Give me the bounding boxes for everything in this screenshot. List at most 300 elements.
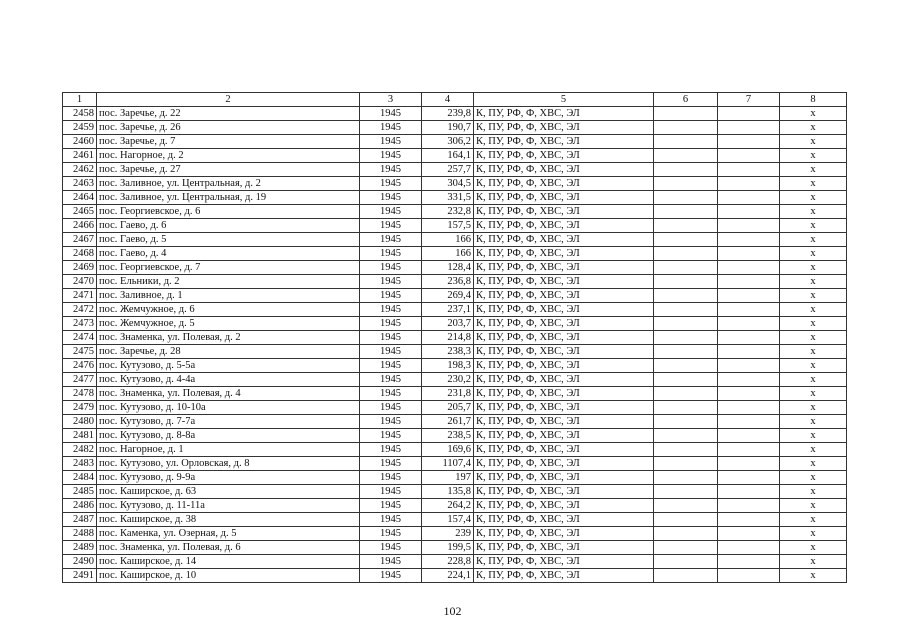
cell-col-6 xyxy=(654,149,718,163)
cell-row-number: 2487 xyxy=(63,513,97,527)
cell-year: 1945 xyxy=(360,149,422,163)
cell-col-6 xyxy=(654,247,718,261)
table-row xyxy=(63,219,847,233)
cell-area: 166 xyxy=(422,233,474,247)
cell-row-number: 2466 xyxy=(63,219,97,233)
cell-area: 238,3 xyxy=(422,345,474,359)
cell-area: 169,6 xyxy=(422,443,474,457)
table-row xyxy=(63,303,847,317)
cell-year: 1945 xyxy=(360,401,422,415)
cell-col-6 xyxy=(654,359,718,373)
cell-year: 1945 xyxy=(360,289,422,303)
cell-equipment: К, ПУ, РФ, Ф, ХВС, ЭЛ xyxy=(474,527,654,541)
cell-row-number: 2458 xyxy=(63,107,97,121)
cell-col-7 xyxy=(718,247,780,261)
cell-equipment: К, ПУ, РФ, Ф, ХВС, ЭЛ xyxy=(474,443,654,457)
cell-col-8: x xyxy=(780,373,847,387)
cell-col-7 xyxy=(718,303,780,317)
table-row xyxy=(63,191,847,205)
cell-col-8: x xyxy=(780,303,847,317)
cell-col-7 xyxy=(718,275,780,289)
cell-col-7 xyxy=(718,555,780,569)
cell-row-number: 2481 xyxy=(63,429,97,443)
cell-equipment: К, ПУ, РФ, Ф, ХВС, ЭЛ xyxy=(474,569,654,583)
cell-col-7 xyxy=(718,163,780,177)
cell-year: 1945 xyxy=(360,359,422,373)
cell-year: 1945 xyxy=(360,457,422,471)
cell-equipment: К, ПУ, РФ, Ф, ХВС, ЭЛ xyxy=(474,149,654,163)
cell-row-number: 2488 xyxy=(63,527,97,541)
cell-area: 239 xyxy=(422,527,474,541)
table-row xyxy=(63,485,847,499)
cell-row-number: 2467 xyxy=(63,233,97,247)
cell-address: пос. Кутузово, ул. Орловская, д. 8 xyxy=(97,457,360,471)
cell-col-7 xyxy=(718,191,780,205)
cell-equipment: К, ПУ, РФ, Ф, ХВС, ЭЛ xyxy=(474,205,654,219)
cell-area: 214,8 xyxy=(422,331,474,345)
cell-col-7 xyxy=(718,107,780,121)
cell-col-8: x xyxy=(780,429,847,443)
cell-col-8: x xyxy=(780,121,847,135)
column-header-7: 7 xyxy=(718,93,780,107)
cell-area: 331,5 xyxy=(422,191,474,205)
cell-row-number: 2472 xyxy=(63,303,97,317)
cell-col-8: x xyxy=(780,191,847,205)
cell-area: 157,4 xyxy=(422,513,474,527)
cell-address: пос. Знаменка, ул. Полевая, д. 6 xyxy=(97,541,360,555)
cell-col-7 xyxy=(718,499,780,513)
cell-col-8: x xyxy=(780,541,847,555)
column-header-5: 5 xyxy=(474,93,654,107)
cell-row-number: 2460 xyxy=(63,135,97,149)
table-row xyxy=(63,443,847,457)
cell-address: пос. Заречье, д. 27 xyxy=(97,163,360,177)
table-row xyxy=(63,317,847,331)
cell-row-number: 2469 xyxy=(63,261,97,275)
cell-area: 231,8 xyxy=(422,387,474,401)
cell-col-8: x xyxy=(780,555,847,569)
cell-equipment: К, ПУ, РФ, Ф, ХВС, ЭЛ xyxy=(474,303,654,317)
cell-address: пос. Каширское, д. 38 xyxy=(97,513,360,527)
table-header xyxy=(63,93,847,107)
cell-area: 236,8 xyxy=(422,275,474,289)
cell-address: пос. Заречье, д. 26 xyxy=(97,121,360,135)
column-header-2: 2 xyxy=(97,93,360,107)
cell-row-number: 2463 xyxy=(63,177,97,191)
cell-address: пос. Георгиевское, д. 7 xyxy=(97,261,360,275)
cell-year: 1945 xyxy=(360,121,422,135)
cell-row-number: 2478 xyxy=(63,387,97,401)
cell-col-8: x xyxy=(780,317,847,331)
cell-col-8: x xyxy=(780,233,847,247)
cell-equipment: К, ПУ, РФ, Ф, ХВС, ЭЛ xyxy=(474,499,654,513)
cell-row-number: 2468 xyxy=(63,247,97,261)
cell-col-8: x xyxy=(780,261,847,275)
cell-col-8: x xyxy=(780,219,847,233)
cell-col-8: x xyxy=(780,513,847,527)
table-row xyxy=(63,569,847,583)
cell-col-6 xyxy=(654,415,718,429)
cell-col-7 xyxy=(718,569,780,583)
cell-col-7 xyxy=(718,149,780,163)
cell-year: 1945 xyxy=(360,205,422,219)
table-row xyxy=(63,247,847,261)
cell-address: пос. Кутузово, д. 8-8а xyxy=(97,429,360,443)
cell-row-number: 2473 xyxy=(63,317,97,331)
cell-year: 1945 xyxy=(360,541,422,555)
column-header-1: 1 xyxy=(63,93,97,107)
cell-equipment: К, ПУ, РФ, Ф, ХВС, ЭЛ xyxy=(474,373,654,387)
cell-col-8: x xyxy=(780,107,847,121)
cell-year: 1945 xyxy=(360,219,422,233)
cell-year: 1945 xyxy=(360,471,422,485)
cell-col-6 xyxy=(654,429,718,443)
cell-row-number: 2462 xyxy=(63,163,97,177)
table-row xyxy=(63,205,847,219)
cell-address: пос. Заливное, ул. Центральная, д. 19 xyxy=(97,191,360,205)
cell-col-7 xyxy=(718,527,780,541)
table-row xyxy=(63,513,847,527)
cell-col-6 xyxy=(654,373,718,387)
cell-equipment: К, ПУ, РФ, Ф, ХВС, ЭЛ xyxy=(474,247,654,261)
cell-area: 269,4 xyxy=(422,289,474,303)
cell-col-6 xyxy=(654,219,718,233)
header-row xyxy=(63,93,847,107)
cell-area: 205,7 xyxy=(422,401,474,415)
cell-col-8: x xyxy=(780,331,847,345)
cell-equipment: К, ПУ, РФ, Ф, ХВС, ЭЛ xyxy=(474,317,654,331)
cell-equipment: К, ПУ, РФ, Ф, ХВС, ЭЛ xyxy=(474,429,654,443)
cell-year: 1945 xyxy=(360,513,422,527)
table-row xyxy=(63,373,847,387)
cell-col-8: x xyxy=(780,401,847,415)
cell-col-7 xyxy=(718,415,780,429)
cell-col-7 xyxy=(718,121,780,135)
cell-year: 1945 xyxy=(360,233,422,247)
cell-equipment: К, ПУ, РФ, Ф, ХВС, ЭЛ xyxy=(474,541,654,555)
cell-address: пос. Нагорное, д. 1 xyxy=(97,443,360,457)
cell-address: пос. Жемчужное, д. 5 xyxy=(97,317,360,331)
cell-year: 1945 xyxy=(360,135,422,149)
cell-year: 1945 xyxy=(360,499,422,513)
cell-address: пос. Каширское, д. 14 xyxy=(97,555,360,569)
cell-col-8: x xyxy=(780,289,847,303)
cell-col-8: x xyxy=(780,247,847,261)
cell-row-number: 2471 xyxy=(63,289,97,303)
table-row xyxy=(63,121,847,135)
cell-year: 1945 xyxy=(360,555,422,569)
cell-col-7 xyxy=(718,401,780,415)
cell-area: 228,8 xyxy=(422,555,474,569)
cell-address: пос. Каширское, д. 10 xyxy=(97,569,360,583)
cell-row-number: 2464 xyxy=(63,191,97,205)
cell-area: 190,7 xyxy=(422,121,474,135)
cell-equipment: К, ПУ, РФ, Ф, ХВС, ЭЛ xyxy=(474,415,654,429)
cell-col-7 xyxy=(718,457,780,471)
cell-col-7 xyxy=(718,443,780,457)
cell-area: 306,2 xyxy=(422,135,474,149)
column-header-3: 3 xyxy=(360,93,422,107)
cell-year: 1945 xyxy=(360,163,422,177)
cell-col-7 xyxy=(718,513,780,527)
cell-col-8: x xyxy=(780,345,847,359)
cell-year: 1945 xyxy=(360,177,422,191)
cell-col-6 xyxy=(654,121,718,135)
cell-address: пос. Заречье, д. 7 xyxy=(97,135,360,149)
cell-address: пос. Кутузово, д. 9-9а xyxy=(97,471,360,485)
table-row xyxy=(63,457,847,471)
cell-col-7 xyxy=(718,205,780,219)
cell-equipment: К, ПУ, РФ, Ф, ХВС, ЭЛ xyxy=(474,219,654,233)
table-row xyxy=(63,233,847,247)
cell-area: 1107,4 xyxy=(422,457,474,471)
cell-year: 1945 xyxy=(360,373,422,387)
cell-row-number: 2475 xyxy=(63,345,97,359)
table-row xyxy=(63,275,847,289)
cell-address: пос. Кутузово, д. 7-7а xyxy=(97,415,360,429)
table-row xyxy=(63,555,847,569)
cell-col-7 xyxy=(718,331,780,345)
cell-equipment: К, ПУ, РФ, Ф, ХВС, ЭЛ xyxy=(474,331,654,345)
cell-area: 261,7 xyxy=(422,415,474,429)
cell-col-6 xyxy=(654,471,718,485)
column-header-4: 4 xyxy=(422,93,474,107)
table-row xyxy=(63,415,847,429)
cell-col-7 xyxy=(718,177,780,191)
cell-col-6 xyxy=(654,317,718,331)
cell-col-6 xyxy=(654,331,718,345)
cell-col-8: x xyxy=(780,359,847,373)
table-row xyxy=(63,177,847,191)
cell-address: пос. Ельники, д. 2 xyxy=(97,275,360,289)
cell-year: 1945 xyxy=(360,303,422,317)
cell-col-7 xyxy=(718,289,780,303)
cell-col-8: x xyxy=(780,415,847,429)
buildings-table xyxy=(62,92,847,583)
cell-equipment: К, ПУ, РФ, Ф, ХВС, ЭЛ xyxy=(474,555,654,569)
cell-area: 135,8 xyxy=(422,485,474,499)
table-row xyxy=(63,471,847,485)
cell-address: пос. Каширское, д. 63 xyxy=(97,485,360,499)
cell-equipment: К, ПУ, РФ, Ф, ХВС, ЭЛ xyxy=(474,387,654,401)
table-row xyxy=(63,107,847,121)
cell-row-number: 2483 xyxy=(63,457,97,471)
cell-col-8: x xyxy=(780,177,847,191)
cell-equipment: К, ПУ, РФ, Ф, ХВС, ЭЛ xyxy=(474,163,654,177)
cell-area: 199,5 xyxy=(422,541,474,555)
cell-address: пос. Кутузово, д. 4-4а xyxy=(97,373,360,387)
cell-col-6 xyxy=(654,555,718,569)
column-header-6: 6 xyxy=(654,93,718,107)
cell-row-number: 2477 xyxy=(63,373,97,387)
cell-address: пос. Заречье, д. 28 xyxy=(97,345,360,359)
cell-row-number: 2459 xyxy=(63,121,97,135)
cell-col-8: x xyxy=(780,499,847,513)
cell-year: 1945 xyxy=(360,107,422,121)
cell-col-6 xyxy=(654,191,718,205)
cell-col-6 xyxy=(654,401,718,415)
page-number: 102 xyxy=(443,604,462,618)
cell-col-7 xyxy=(718,387,780,401)
cell-col-6 xyxy=(654,261,718,275)
table-row xyxy=(63,499,847,513)
cell-equipment: К, ПУ, РФ, Ф, ХВС, ЭЛ xyxy=(474,191,654,205)
cell-equipment: К, ПУ, РФ, Ф, ХВС, ЭЛ xyxy=(474,359,654,373)
document-sheet xyxy=(62,92,847,583)
cell-col-7 xyxy=(718,261,780,275)
cell-row-number: 2465 xyxy=(63,205,97,219)
cell-address: пос. Заливное, ул. Центральная, д. 2 xyxy=(97,177,360,191)
table-row xyxy=(63,387,847,401)
cell-address: пос. Нагорное, д. 2 xyxy=(97,149,360,163)
cell-area: 230,2 xyxy=(422,373,474,387)
cell-col-6 xyxy=(654,499,718,513)
cell-col-6 xyxy=(654,527,718,541)
table-row xyxy=(63,401,847,415)
cell-col-8: x xyxy=(780,149,847,163)
cell-area: 264,2 xyxy=(422,499,474,513)
cell-col-6 xyxy=(654,443,718,457)
cell-area: 166 xyxy=(422,247,474,261)
cell-col-6 xyxy=(654,163,718,177)
cell-equipment: К, ПУ, РФ, Ф, ХВС, ЭЛ xyxy=(474,345,654,359)
cell-col-6 xyxy=(654,303,718,317)
cell-address: пос. Кутузово, д. 11-11а xyxy=(97,499,360,513)
cell-address: пос. Гаево, д. 6 xyxy=(97,219,360,233)
cell-col-6 xyxy=(654,135,718,149)
table-row xyxy=(63,359,847,373)
cell-col-6 xyxy=(654,387,718,401)
cell-col-8: x xyxy=(780,569,847,583)
cell-area: 237,1 xyxy=(422,303,474,317)
cell-col-7 xyxy=(718,359,780,373)
cell-col-6 xyxy=(654,569,718,583)
cell-col-6 xyxy=(654,513,718,527)
cell-year: 1945 xyxy=(360,345,422,359)
table-row xyxy=(63,149,847,163)
cell-area: 238,5 xyxy=(422,429,474,443)
cell-row-number: 2485 xyxy=(63,485,97,499)
cell-col-7 xyxy=(718,485,780,499)
cell-col-8: x xyxy=(780,275,847,289)
cell-equipment: К, ПУ, РФ, Ф, ХВС, ЭЛ xyxy=(474,457,654,471)
cell-col-7 xyxy=(718,135,780,149)
cell-col-8: x xyxy=(780,527,847,541)
cell-equipment: К, ПУ, РФ, Ф, ХВС, ЭЛ xyxy=(474,177,654,191)
cell-address: пос. Гаево, д. 4 xyxy=(97,247,360,261)
cell-equipment: К, ПУ, РФ, Ф, ХВС, ЭЛ xyxy=(474,513,654,527)
cell-col-8: x xyxy=(780,443,847,457)
cell-area: 257,7 xyxy=(422,163,474,177)
cell-year: 1945 xyxy=(360,261,422,275)
cell-area: 232,8 xyxy=(422,205,474,219)
cell-col-6 xyxy=(654,275,718,289)
cell-address: пос. Жемчужное, д. 6 xyxy=(97,303,360,317)
cell-equipment: К, ПУ, РФ, Ф, ХВС, ЭЛ xyxy=(474,471,654,485)
cell-address: пос. Каменка, ул. Озерная, д. 5 xyxy=(97,527,360,541)
cell-col-8: x xyxy=(780,387,847,401)
cell-area: 128,4 xyxy=(422,261,474,275)
cell-address: пос. Кутузово, д. 10-10а xyxy=(97,401,360,415)
cell-year: 1945 xyxy=(360,275,422,289)
cell-col-7 xyxy=(718,233,780,247)
cell-equipment: К, ПУ, РФ, Ф, ХВС, ЭЛ xyxy=(474,107,654,121)
cell-year: 1945 xyxy=(360,387,422,401)
table-row xyxy=(63,289,847,303)
cell-equipment: К, ПУ, РФ, Ф, ХВС, ЭЛ xyxy=(474,401,654,415)
table-row xyxy=(63,541,847,555)
cell-row-number: 2482 xyxy=(63,443,97,457)
cell-row-number: 2490 xyxy=(63,555,97,569)
cell-area: 197 xyxy=(422,471,474,485)
cell-col-6 xyxy=(654,485,718,499)
cell-year: 1945 xyxy=(360,569,422,583)
cell-area: 203,7 xyxy=(422,317,474,331)
cell-col-8: x xyxy=(780,485,847,499)
cell-col-8: x xyxy=(780,163,847,177)
cell-col-6 xyxy=(654,107,718,121)
cell-year: 1945 xyxy=(360,415,422,429)
cell-equipment: К, ПУ, РФ, Ф, ХВС, ЭЛ xyxy=(474,233,654,247)
cell-col-8: x xyxy=(780,457,847,471)
table-row xyxy=(63,135,847,149)
cell-year: 1945 xyxy=(360,317,422,331)
cell-row-number: 2491 xyxy=(63,569,97,583)
cell-col-6 xyxy=(654,289,718,303)
cell-row-number: 2480 xyxy=(63,415,97,429)
cell-area: 239,8 xyxy=(422,107,474,121)
cell-col-7 xyxy=(718,317,780,331)
cell-year: 1945 xyxy=(360,331,422,345)
cell-address: пос. Знаменка, ул. Полевая, д. 2 xyxy=(97,331,360,345)
cell-area: 198,3 xyxy=(422,359,474,373)
cell-row-number: 2461 xyxy=(63,149,97,163)
cell-equipment: К, ПУ, РФ, Ф, ХВС, ЭЛ xyxy=(474,121,654,135)
table-row xyxy=(63,261,847,275)
cell-year: 1945 xyxy=(360,247,422,261)
cell-address: пос. Заречье, д. 22 xyxy=(97,107,360,121)
cell-equipment: К, ПУ, РФ, Ф, ХВС, ЭЛ xyxy=(474,275,654,289)
cell-row-number: 2486 xyxy=(63,499,97,513)
cell-area: 304,5 xyxy=(422,177,474,191)
cell-col-6 xyxy=(654,457,718,471)
cell-row-number: 2479 xyxy=(63,401,97,415)
cell-col-7 xyxy=(718,541,780,555)
cell-year: 1945 xyxy=(360,527,422,541)
cell-year: 1945 xyxy=(360,191,422,205)
cell-col-6 xyxy=(654,205,718,219)
cell-col-8: x xyxy=(780,135,847,149)
cell-row-number: 2470 xyxy=(63,275,97,289)
column-header-8: 8 xyxy=(780,93,847,107)
cell-col-7 xyxy=(718,429,780,443)
table-row xyxy=(63,163,847,177)
cell-col-7 xyxy=(718,471,780,485)
cell-address: пос. Георгиевское, д. 6 xyxy=(97,205,360,219)
table-row xyxy=(63,527,847,541)
cell-equipment: К, ПУ, РФ, Ф, ХВС, ЭЛ xyxy=(474,289,654,303)
cell-address: пос. Гаево, д. 5 xyxy=(97,233,360,247)
cell-area: 157,5 xyxy=(422,219,474,233)
cell-row-number: 2484 xyxy=(63,471,97,485)
cell-col-7 xyxy=(718,373,780,387)
cell-row-number: 2474 xyxy=(63,331,97,345)
cell-year: 1945 xyxy=(360,443,422,457)
cell-row-number: 2476 xyxy=(63,359,97,373)
cell-col-7 xyxy=(718,345,780,359)
cell-col-7 xyxy=(718,219,780,233)
table-row xyxy=(63,429,847,443)
